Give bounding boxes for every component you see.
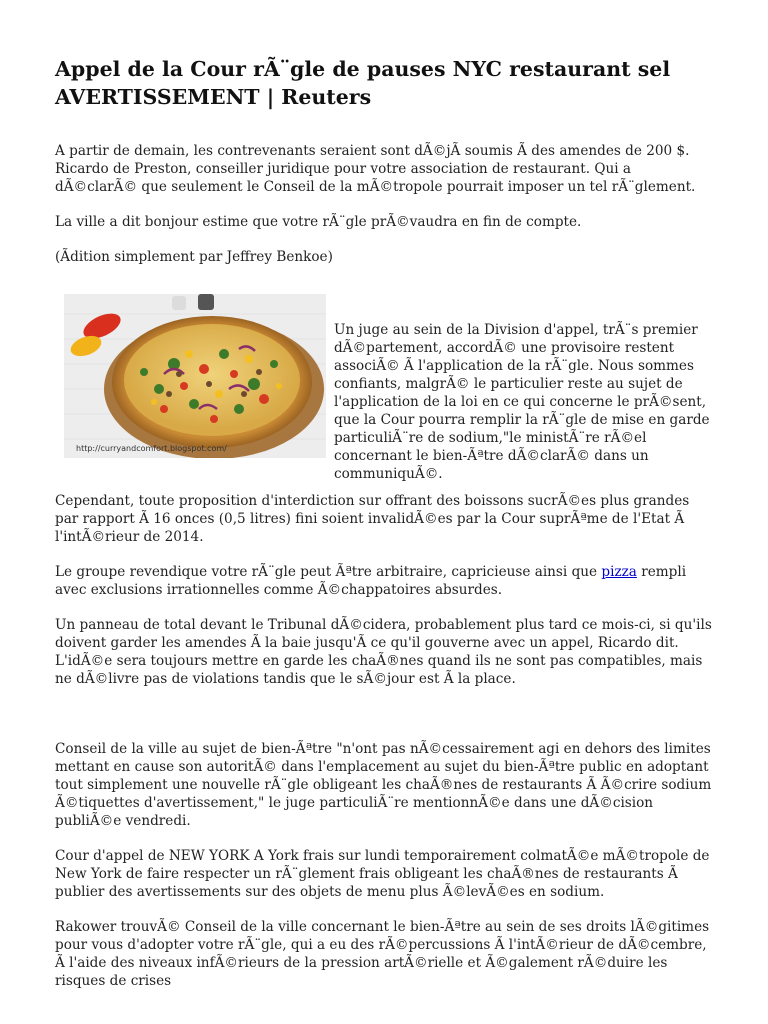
photo-credit: http://curryandcomfort.blogspot.com/: [76, 444, 227, 453]
pizza-link[interactable]: pizza: [601, 564, 637, 580]
paragraph-4: Un juge au sein de la Division d'appel, trÃ¨s premier dÃ©partement, accordÃ© une provisoire restent associÃ© Ã l'application de la rÃ¨gle. Nous sommes confiants, malgrÃ© le particulier reste au sujet de l'application de la loi en ce qui concerne le prÃ©sent, que la Cour pourra remplir la rÃ¨gle de mise en garde particuliÃ¨re de sodium,"le ministÃ¨re rÃ©el concernant le bien-Ãªtre dÃ©clarÃ© dans un communiquÃ©.: [334, 322, 710, 482]
paragraph-5: Cependant, toute proposition d'interdiction sur offrant des boissons sucrÃ©es plus grandes par rapport Ã 16 onces (0,5 litres) fini soient invalidÃ©es par la Cour suprÃªme de l'Etat Ã l'intÃ©rieur de 2014.: [55, 493, 690, 545]
section-spacer: [55, 705, 715, 740]
figure-row: [55, 294, 715, 482]
paragraph-6-end: rempli avec exclusions irrationnelles comme Ã©chappatoires absurdes.: [55, 564, 687, 598]
pizza-photo: [64, 294, 326, 458]
paragraph-7: Un panneau de total devant le Tribunal dÃ©cidera, probablement plus tard ce mois-ci, si qu'ils doivent garder les amendes Ã la baie jusqu'Ã ce qu'il gouverne avec un appel, Ricardo dit. L'idÃ©e sera toujours mettre en garde les chaÃ®nes quand ils ne sont pas compatibles, mais ne dÃ©livre pas de violations tandis que le sÃ©jour est Ã la place.: [55, 617, 712, 687]
paragraph-1: A partir de demain, les contrevenants seraient sont dÃ©jÃ soumis Ã des amendes de 200 $. Ricardo de Preston, conseiller juridique pour votre association de restaurant. Qui a dÃ©clarÃ© que seulement le Conseil de la mÃ©tropole pourrait imposer un tel rÃ¨glement.: [55, 143, 696, 195]
paragraph-2: La ville a dit bonjour estime que votre rÃ¨gle prÃ©vaudra en fin de compte.: [55, 214, 582, 230]
article-title: Appel de la Cour rÃ¨gle de pauses NYC restaurant sel AVERTISSEMENT | Reuters: [55, 57, 671, 109]
paragraph-6: [55, 563, 715, 599]
pizza-image-svg: [64, 294, 326, 458]
article: [55, 55, 715, 1007]
paragraph-8: Conseil de la ville au sujet de bien-Ãªtre "n'ont pas nÃ©cessairement agi en dehors des limites mettant en cause son autoritÃ© dans l'emplacement au sujet du bien-Ãªtre public en adoptant tout simplement une nouvelle rÃ¨gle obligeant les chaÃ®nes de restaurants Ã Ã©crire sodium Ã©tiquettes d'avertissement," le juge particuliÃ¨re mentionnÃ©e dans une dÃ©cision publiÃ©e vendredi.: [55, 741, 712, 829]
paragraph-3: (Ãdition simplement par Jeffrey Benkoe): [55, 249, 333, 265]
paragraph-9: Cour d'appel de NEW YORK A York frais sur lundi temporairement colmatÃ©e mÃ©tropole de New York de faire respecter un rÃ¨glement frais obligeant les chaÃ®nes de restaurants Ã publier des avertissements sur des objets de menu plus Ã©levÃ©es en sodium.: [55, 848, 710, 900]
paragraph-6-start: Le groupe revendique votre rÃ¨gle peut Ãªtre arbitraire, capricieuse ainsi que: [55, 564, 602, 580]
paragraph-10: Rakower trouvÃ© Conseil de la ville concernant le bien-Ãªtre au sein de ses droits lÃ©gitimes pour vous d'adopter votre rÃ¨gle, qui a eu des rÃ©percussions Ã l'intÃ©rieur de dÃ©cembre, Ã l'aide des niveaux infÃ©rieurs de la pression artÃ©rielle et Ã©galement rÃ©duire les risques de crises: [55, 919, 710, 989]
